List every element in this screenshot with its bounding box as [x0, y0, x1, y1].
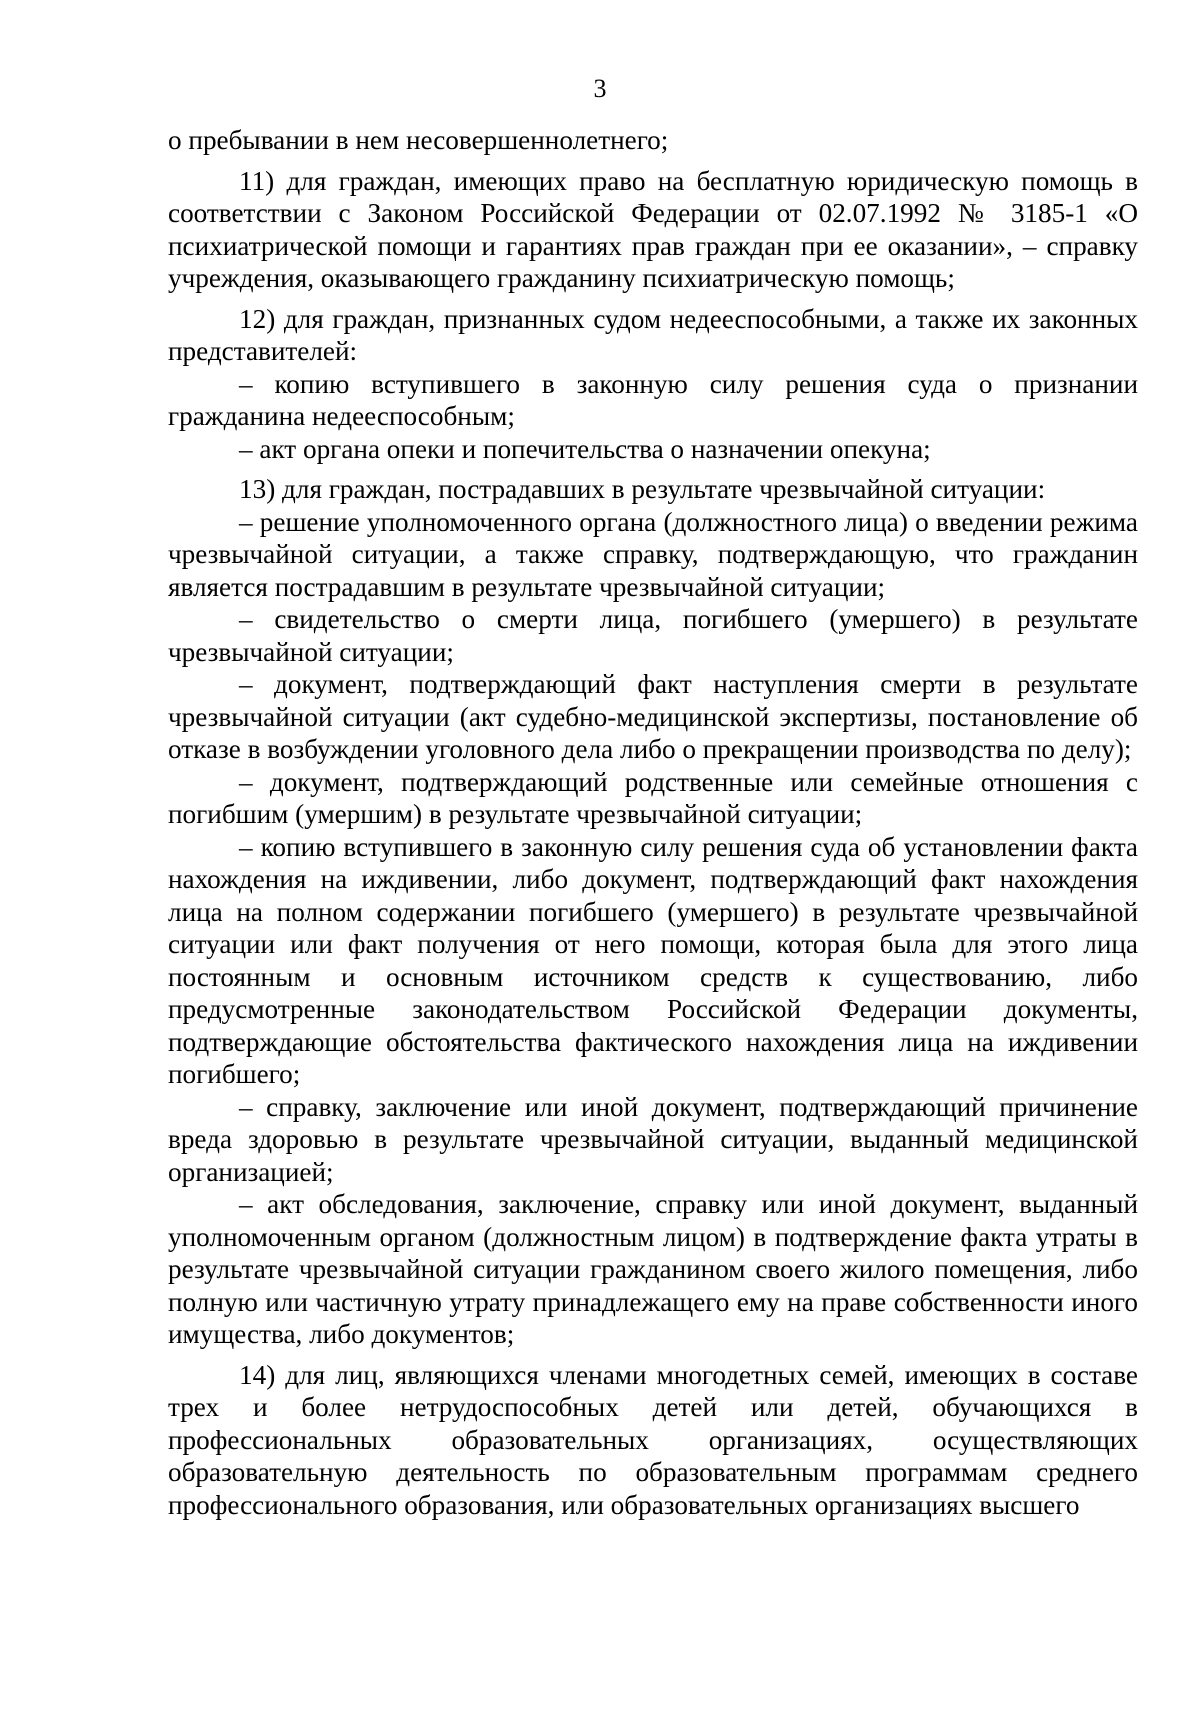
paragraph: – копию вступившего в законную силу решения суда об установлении факта нахождения на иждивении, либо документ, подтверждающий факт нахождения лица на полном содержании погибшего (умершего) в результате чрезвычайной ситуации или факт получения от него помощи, которая была для этого лица постоянным и основным источником средств к существованию, либо предусмотренные законодательством Российской Федерации документы, подтверждающие обстоятельства фактического нахождения лица на иждивении погибшего; [168, 831, 1138, 1089]
document-body [168, 124, 1138, 1521]
paragraph: – свидетельство о смерти лица, погибшего (умершего) в результате чрезвычайной ситуации; [168, 604, 1138, 667]
paragraph: – решение уполномоченного органа (должностного лица) о введении режима чрезвычайной ситуации, а также справку, подтверждающую, что гражданин является пострадавшим в результате чрезвычайной ситуации; [168, 506, 1138, 602]
paragraph: – копию вступившего в законную силу решения суда о признании гражданина недееспособным; [168, 368, 1138, 431]
paragraph: 13) для граждан, пострадавших в результате чрезвычайной ситуации: [239, 474, 1046, 504]
paragraph: 14) для лиц, являющихся членами многодетных семей, имеющих в составе трех и более нетрудоспособных детей или детей, обучающихся в профессиональных образовательных организациях, осуществляющих образовательную деятельность по образовательным программам среднего профессионального образования, или образовательных организациях высшего [168, 1359, 1138, 1520]
paragraph: 12) для граждан, признанных судом недееспособными, а также их законных представителей: [168, 303, 1138, 366]
paragraph: 11) для граждан, имеющих право на бесплатную юридическую помощь в соответствии с Законом Российской Федерации от 02.07.1992 № 3185-1 «О психиатрической помощи и гарантиях прав граждан при ее оказании», – справку учреждения, оказывающего гражданину психиатрическую помощь; [168, 165, 1138, 293]
page-number: 3 [593, 74, 607, 103]
paragraph: о пребывании в нем несовершеннолетнего; [168, 125, 669, 155]
paragraph: – акт органа опеки и попечительства о назначении опекуна; [239, 433, 931, 464]
paragraph: – справку, заключение или иной документ, подтверждающий причинение вреда здоровью в результате чрезвычайной ситуации, выданный медицинской организацией; [168, 1091, 1138, 1187]
paragraph: – документ, подтверждающий факт наступления смерти в результате чрезвычайной ситуации (акт судебно-медицинской экспертизы, постановление об отказе в возбуждении уголовного дела либо о прекращении производства по делу); [168, 669, 1138, 764]
paragraph: – акт обследования, заключение, справку или иной документ, выданный уполномоченным органом (должностным лицом) в подтверждение факта утраты в результате чрезвычайной ситуации гражданином своего жилого помещения, либо полную или частичную утрату принадлежащего ему на праве собственности иного имущества, либо документов; [168, 1189, 1138, 1349]
paragraph: – документ, подтверждающий родственные или семейные отношения с погибшим (умершим) в результате чрезвычайной ситуации; [168, 766, 1138, 829]
